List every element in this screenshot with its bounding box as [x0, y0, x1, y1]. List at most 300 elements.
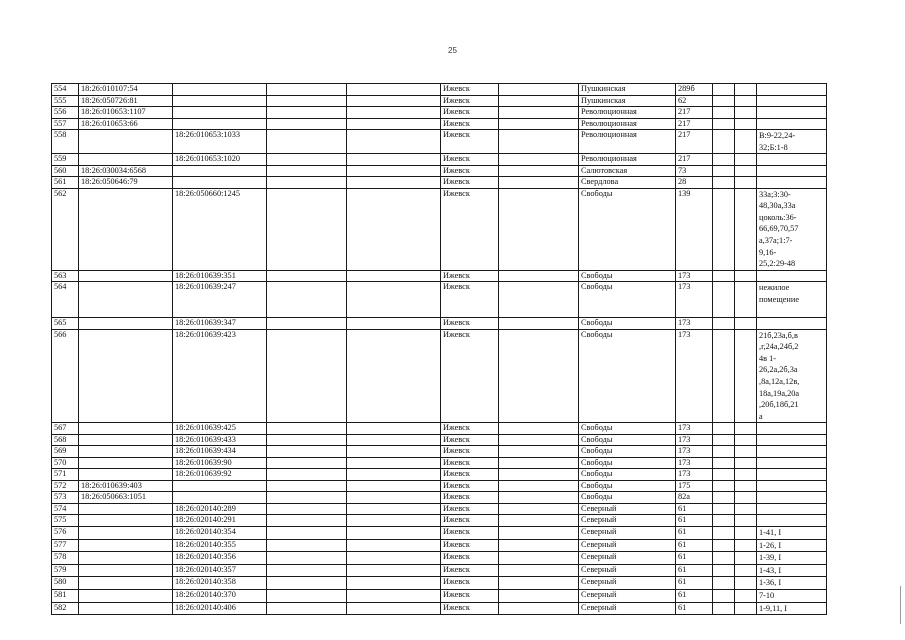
- empty-cell: [267, 95, 347, 107]
- street-cell: Северный: [579, 589, 676, 602]
- empty-cell: [499, 282, 579, 318]
- empty-cell: [499, 270, 579, 282]
- street-cell: Свободы: [579, 188, 676, 270]
- city-cell: Ижевск: [441, 446, 499, 458]
- row-number-cell: 582: [52, 602, 79, 615]
- empty-cell: [267, 480, 347, 492]
- empty-cell: [347, 130, 441, 154]
- cadastral-a-cell: 18:26:010107:54: [79, 84, 173, 96]
- empty-cell: [347, 270, 441, 282]
- cadastral-a-cell: 18:26:050663:1051: [79, 492, 173, 504]
- row-number-cell: 569: [52, 446, 79, 458]
- row-number-cell: 556: [52, 107, 79, 119]
- city-cell: Ижевск: [441, 282, 499, 318]
- empty-cell: [347, 423, 441, 435]
- empty-cell: [267, 457, 347, 469]
- empty-cell: [713, 318, 735, 330]
- row-number-cell: 554: [52, 84, 79, 96]
- table-row: [52, 446, 827, 458]
- row-number-cell: 561: [52, 177, 79, 189]
- note-cell: 1-43, I: [757, 564, 827, 577]
- cadastral-b-cell: 18:26:010639:434: [173, 446, 267, 458]
- empty-cell: [499, 492, 579, 504]
- note-cell: [757, 515, 827, 527]
- empty-cell: [499, 446, 579, 458]
- table-row: [52, 318, 827, 330]
- empty-cell: [735, 589, 757, 602]
- cadastral-b-cell: 18:26:020140:355: [173, 539, 267, 552]
- street-cell: Северный: [579, 564, 676, 577]
- city-cell: Ижевск: [441, 107, 499, 119]
- note-cell: 33а;3:30- 48,30а,33а цоколь:36- 66,69,70,57 а,37а;1:7- 9,16- 25,2:29-48: [757, 188, 827, 270]
- empty-cell: [267, 154, 347, 166]
- empty-cell: [267, 564, 347, 577]
- cadastral-a-cell: [79, 552, 173, 565]
- empty-cell: [499, 564, 579, 577]
- cadastral-b-cell: [173, 177, 267, 189]
- city-cell: Ижевск: [441, 469, 499, 481]
- city-cell: Ижевск: [441, 318, 499, 330]
- cadastral-b-cell: [173, 95, 267, 107]
- empty-cell: [267, 318, 347, 330]
- empty-cell: [735, 282, 757, 318]
- row-number-cell: 564: [52, 282, 79, 318]
- note-cell: 1-39, I: [757, 552, 827, 565]
- empty-cell: [499, 589, 579, 602]
- empty-cell: [735, 564, 757, 577]
- empty-cell: [347, 177, 441, 189]
- empty-cell: [267, 270, 347, 282]
- house-cell: 173: [676, 270, 713, 282]
- house-cell: 173: [676, 329, 713, 423]
- row-number-cell: 566: [52, 329, 79, 423]
- house-cell: 173: [676, 469, 713, 481]
- empty-cell: [267, 282, 347, 318]
- table-row: [52, 270, 827, 282]
- street-cell: Свободы: [579, 446, 676, 458]
- empty-cell: [267, 107, 347, 119]
- street-cell: Свободы: [579, 318, 676, 330]
- empty-cell: [713, 270, 735, 282]
- empty-cell: [713, 107, 735, 119]
- cadastral-b-cell: 18:26:010639:433: [173, 434, 267, 446]
- empty-cell: [735, 107, 757, 119]
- cadastral-a-cell: [79, 469, 173, 481]
- house-cell: 73: [676, 165, 713, 177]
- empty-cell: [713, 329, 735, 423]
- cadastral-b-cell: 18:26:020140:289: [173, 503, 267, 515]
- street-cell: Свободы: [579, 423, 676, 435]
- empty-cell: [499, 177, 579, 189]
- table-row: [52, 480, 827, 492]
- empty-cell: [267, 552, 347, 565]
- row-number-cell: 562: [52, 188, 79, 270]
- empty-cell: [347, 318, 441, 330]
- house-cell: 173: [676, 434, 713, 446]
- row-number-cell: 568: [52, 434, 79, 446]
- city-cell: Ижевск: [441, 526, 499, 539]
- empty-cell: [713, 577, 735, 590]
- cadastral-b-cell: 18:26:020140:354: [173, 526, 267, 539]
- cadastral-a-cell: 18:26:050726:81: [79, 95, 173, 107]
- row-number-cell: 557: [52, 118, 79, 130]
- row-number-cell: 560: [52, 165, 79, 177]
- house-cell: 61: [676, 602, 713, 615]
- city-cell: Ижевск: [441, 154, 499, 166]
- house-cell: 61: [676, 503, 713, 515]
- empty-cell: [713, 539, 735, 552]
- empty-cell: [499, 602, 579, 615]
- row-number-cell: 573: [52, 492, 79, 504]
- empty-cell: [267, 503, 347, 515]
- note-cell: 1-9,11, I: [757, 602, 827, 615]
- house-cell: 61: [676, 515, 713, 527]
- empty-cell: [713, 446, 735, 458]
- empty-cell: [499, 552, 579, 565]
- table-row: [52, 329, 827, 423]
- cadastral-a-cell: [79, 270, 173, 282]
- empty-cell: [713, 95, 735, 107]
- cadastral-b-cell: 18:26:010639:425: [173, 423, 267, 435]
- empty-cell: [499, 84, 579, 96]
- empty-cell: [499, 107, 579, 119]
- note-cell: [757, 270, 827, 282]
- city-cell: Ижевск: [441, 130, 499, 154]
- note-cell: [757, 469, 827, 481]
- note-cell: [757, 457, 827, 469]
- house-cell: 173: [676, 318, 713, 330]
- empty-cell: [735, 446, 757, 458]
- empty-cell: [735, 480, 757, 492]
- table-body: [52, 84, 827, 615]
- empty-cell: [713, 589, 735, 602]
- empty-cell: [347, 84, 441, 96]
- empty-cell: [713, 154, 735, 166]
- street-cell: Северный: [579, 515, 676, 527]
- table-row: [52, 118, 827, 130]
- cadastral-a-cell: [79, 589, 173, 602]
- cadastral-a-cell: [79, 188, 173, 270]
- cadastral-a-cell: 18:26:010653:1107: [79, 107, 173, 119]
- empty-cell: [267, 130, 347, 154]
- empty-cell: [267, 602, 347, 615]
- row-number-cell: 555: [52, 95, 79, 107]
- empty-cell: [267, 165, 347, 177]
- cadastral-a-cell: [79, 503, 173, 515]
- note-cell: В:9-22,24- 32;Б:1-8: [757, 130, 827, 154]
- row-number-cell: 581: [52, 589, 79, 602]
- empty-cell: [267, 577, 347, 590]
- table-row: [52, 469, 827, 481]
- empty-cell: [267, 434, 347, 446]
- row-number-cell: 570: [52, 457, 79, 469]
- empty-cell: [499, 188, 579, 270]
- empty-cell: [347, 118, 441, 130]
- empty-cell: [713, 434, 735, 446]
- empty-cell: [347, 539, 441, 552]
- note-cell: [757, 446, 827, 458]
- empty-cell: [499, 329, 579, 423]
- empty-cell: [735, 118, 757, 130]
- empty-cell: [267, 539, 347, 552]
- cadastral-a-cell: [79, 446, 173, 458]
- note-cell: [757, 177, 827, 189]
- cadastral-b-cell: 18:26:020140:406: [173, 602, 267, 615]
- city-cell: Ижевск: [441, 177, 499, 189]
- cadastral-a-cell: 18:26:010639:403: [79, 480, 173, 492]
- street-cell: Свободы: [579, 329, 676, 423]
- cadastral-b-cell: 18:26:010653:1033: [173, 130, 267, 154]
- row-number-cell: 574: [52, 503, 79, 515]
- street-cell: Революционная: [579, 107, 676, 119]
- city-cell: Ижевск: [441, 457, 499, 469]
- empty-cell: [735, 95, 757, 107]
- note-cell: [757, 95, 827, 107]
- empty-cell: [347, 577, 441, 590]
- row-number-cell: 575: [52, 515, 79, 527]
- empty-cell: [713, 564, 735, 577]
- street-cell: Свободы: [579, 270, 676, 282]
- table-row: [52, 154, 827, 166]
- table-row: [52, 564, 827, 577]
- empty-cell: [267, 84, 347, 96]
- table-row: [52, 84, 827, 96]
- house-cell: 217: [676, 130, 713, 154]
- property-table: [51, 83, 827, 615]
- empty-cell: [267, 515, 347, 527]
- house-cell: 173: [676, 423, 713, 435]
- empty-cell: [499, 480, 579, 492]
- house-cell: 61: [676, 589, 713, 602]
- house-cell: 28: [676, 177, 713, 189]
- empty-cell: [347, 526, 441, 539]
- empty-cell: [347, 107, 441, 119]
- empty-cell: [267, 177, 347, 189]
- empty-cell: [713, 423, 735, 435]
- row-number-cell: 576: [52, 526, 79, 539]
- row-number-cell: 571: [52, 469, 79, 481]
- house-cell: 62: [676, 95, 713, 107]
- street-cell: Свободы: [579, 282, 676, 318]
- table-row: [52, 282, 827, 318]
- empty-cell: [713, 118, 735, 130]
- cadastral-b-cell: 18:26:020140:370: [173, 589, 267, 602]
- cadastral-a-cell: [79, 515, 173, 527]
- table-row: [52, 177, 827, 189]
- empty-cell: [735, 130, 757, 154]
- empty-cell: [347, 154, 441, 166]
- empty-cell: [347, 282, 441, 318]
- note-cell: [757, 154, 827, 166]
- house-cell: 61: [676, 564, 713, 577]
- street-cell: Пушкинская: [579, 95, 676, 107]
- house-cell: 61: [676, 577, 713, 590]
- empty-cell: [347, 602, 441, 615]
- street-cell: Революционная: [579, 118, 676, 130]
- empty-cell: [735, 270, 757, 282]
- street-cell: Северный: [579, 526, 676, 539]
- empty-cell: [499, 515, 579, 527]
- city-cell: Ижевск: [441, 423, 499, 435]
- city-cell: Ижевск: [441, 492, 499, 504]
- note-cell: [757, 165, 827, 177]
- empty-cell: [347, 165, 441, 177]
- house-cell: 289б: [676, 84, 713, 96]
- table-row: [52, 515, 827, 527]
- street-cell: Свободы: [579, 469, 676, 481]
- cadastral-b-cell: 18:26:010639:247: [173, 282, 267, 318]
- empty-cell: [347, 515, 441, 527]
- cadastral-b-cell: 18:26:050660:1245: [173, 188, 267, 270]
- empty-cell: [735, 577, 757, 590]
- note-cell: 1-36, I: [757, 577, 827, 590]
- cadastral-b-cell: 18:26:010639:351: [173, 270, 267, 282]
- table-row: [52, 107, 827, 119]
- empty-cell: [499, 154, 579, 166]
- empty-cell: [267, 492, 347, 504]
- table-row: [52, 539, 827, 552]
- cadastral-a-cell: [79, 434, 173, 446]
- city-cell: Ижевск: [441, 589, 499, 602]
- city-cell: Ижевск: [441, 118, 499, 130]
- empty-cell: [735, 552, 757, 565]
- house-cell: 217: [676, 154, 713, 166]
- cadastral-a-cell: [79, 282, 173, 318]
- cadastral-b-cell: 18:26:010639:90: [173, 457, 267, 469]
- cadastral-a-cell: 18:26:030034:6568: [79, 165, 173, 177]
- city-cell: Ижевск: [441, 84, 499, 96]
- table-row: [52, 503, 827, 515]
- cadastral-a-cell: [79, 457, 173, 469]
- cadastral-a-cell: [79, 423, 173, 435]
- empty-cell: [735, 84, 757, 96]
- cadastral-a-cell: [79, 602, 173, 615]
- cadastral-b-cell: [173, 118, 267, 130]
- table-row: [52, 130, 827, 154]
- note-cell: [757, 492, 827, 504]
- empty-cell: [713, 177, 735, 189]
- empty-cell: [735, 165, 757, 177]
- note-cell: [757, 503, 827, 515]
- empty-cell: [713, 282, 735, 318]
- house-cell: 173: [676, 457, 713, 469]
- row-number-cell: 572: [52, 480, 79, 492]
- empty-cell: [347, 480, 441, 492]
- empty-cell: [735, 423, 757, 435]
- note-cell: [757, 84, 827, 96]
- empty-cell: [499, 503, 579, 515]
- cadastral-b-cell: [173, 165, 267, 177]
- empty-cell: [267, 118, 347, 130]
- empty-cell: [267, 446, 347, 458]
- table-row: [52, 589, 827, 602]
- city-cell: Ижевск: [441, 552, 499, 565]
- cadastral-a-cell: [79, 329, 173, 423]
- note-cell: [757, 318, 827, 330]
- table-row: [52, 526, 827, 539]
- empty-cell: [267, 188, 347, 270]
- empty-cell: [347, 469, 441, 481]
- city-cell: Ижевск: [441, 434, 499, 446]
- street-cell: Северный: [579, 503, 676, 515]
- street-cell: Северный: [579, 539, 676, 552]
- city-cell: Ижевск: [441, 503, 499, 515]
- house-cell: 61: [676, 552, 713, 565]
- empty-cell: [499, 457, 579, 469]
- empty-cell: [735, 318, 757, 330]
- empty-cell: [347, 589, 441, 602]
- empty-cell: [499, 118, 579, 130]
- city-cell: Ижевск: [441, 564, 499, 577]
- cadastral-b-cell: [173, 480, 267, 492]
- city-cell: Ижевск: [441, 270, 499, 282]
- cadastral-b-cell: [173, 492, 267, 504]
- empty-cell: [347, 434, 441, 446]
- house-cell: 217: [676, 107, 713, 119]
- empty-cell: [499, 130, 579, 154]
- page-number: 25: [448, 46, 457, 55]
- note-cell: 21б,23а,б,в ,г,24а,24б,2 4в 1- 26,2а,2б,3а ,8а,12а,12в, 18а,19а,20а ,20б,18б,21 а: [757, 329, 827, 423]
- city-cell: Ижевск: [441, 165, 499, 177]
- note-cell: [757, 434, 827, 446]
- street-cell: Салютовская: [579, 165, 676, 177]
- cadastral-a-cell: [79, 577, 173, 590]
- row-number-cell: 578: [52, 552, 79, 565]
- empty-cell: [499, 577, 579, 590]
- city-cell: Ижевск: [441, 515, 499, 527]
- cadastral-b-cell: 18:26:010639:92: [173, 469, 267, 481]
- cadastral-b-cell: 18:26:010639:347: [173, 318, 267, 330]
- street-cell: Свободы: [579, 480, 676, 492]
- city-cell: Ижевск: [441, 539, 499, 552]
- table-row: [52, 188, 827, 270]
- note-cell: 7-10: [757, 589, 827, 602]
- table-row: [52, 423, 827, 435]
- house-cell: 173: [676, 282, 713, 318]
- empty-cell: [735, 177, 757, 189]
- cadastral-b-cell: 18:26:010653:1020: [173, 154, 267, 166]
- empty-cell: [347, 503, 441, 515]
- empty-cell: [713, 602, 735, 615]
- note-cell: нежилое помещение: [757, 282, 827, 318]
- street-cell: Свердлова: [579, 177, 676, 189]
- table-row: [52, 434, 827, 446]
- row-number-cell: 565: [52, 318, 79, 330]
- cadastral-a-cell: [79, 539, 173, 552]
- empty-cell: [735, 469, 757, 481]
- house-cell: 61: [676, 526, 713, 539]
- empty-cell: [347, 492, 441, 504]
- street-cell: Свободы: [579, 434, 676, 446]
- empty-cell: [713, 552, 735, 565]
- house-cell: 173: [676, 446, 713, 458]
- empty-cell: [499, 165, 579, 177]
- empty-cell: [735, 526, 757, 539]
- empty-cell: [713, 130, 735, 154]
- cadastral-b-cell: [173, 107, 267, 119]
- cadastral-b-cell: 18:26:020140:358: [173, 577, 267, 590]
- cadastral-b-cell: 18:26:020140:291: [173, 515, 267, 527]
- row-number-cell: 559: [52, 154, 79, 166]
- city-cell: Ижевск: [441, 188, 499, 270]
- empty-cell: [735, 457, 757, 469]
- note-cell: 1-26, I: [757, 539, 827, 552]
- row-number-cell: 563: [52, 270, 79, 282]
- empty-cell: [713, 515, 735, 527]
- empty-cell: [713, 503, 735, 515]
- street-cell: Северный: [579, 602, 676, 615]
- cadastral-a-cell: [79, 526, 173, 539]
